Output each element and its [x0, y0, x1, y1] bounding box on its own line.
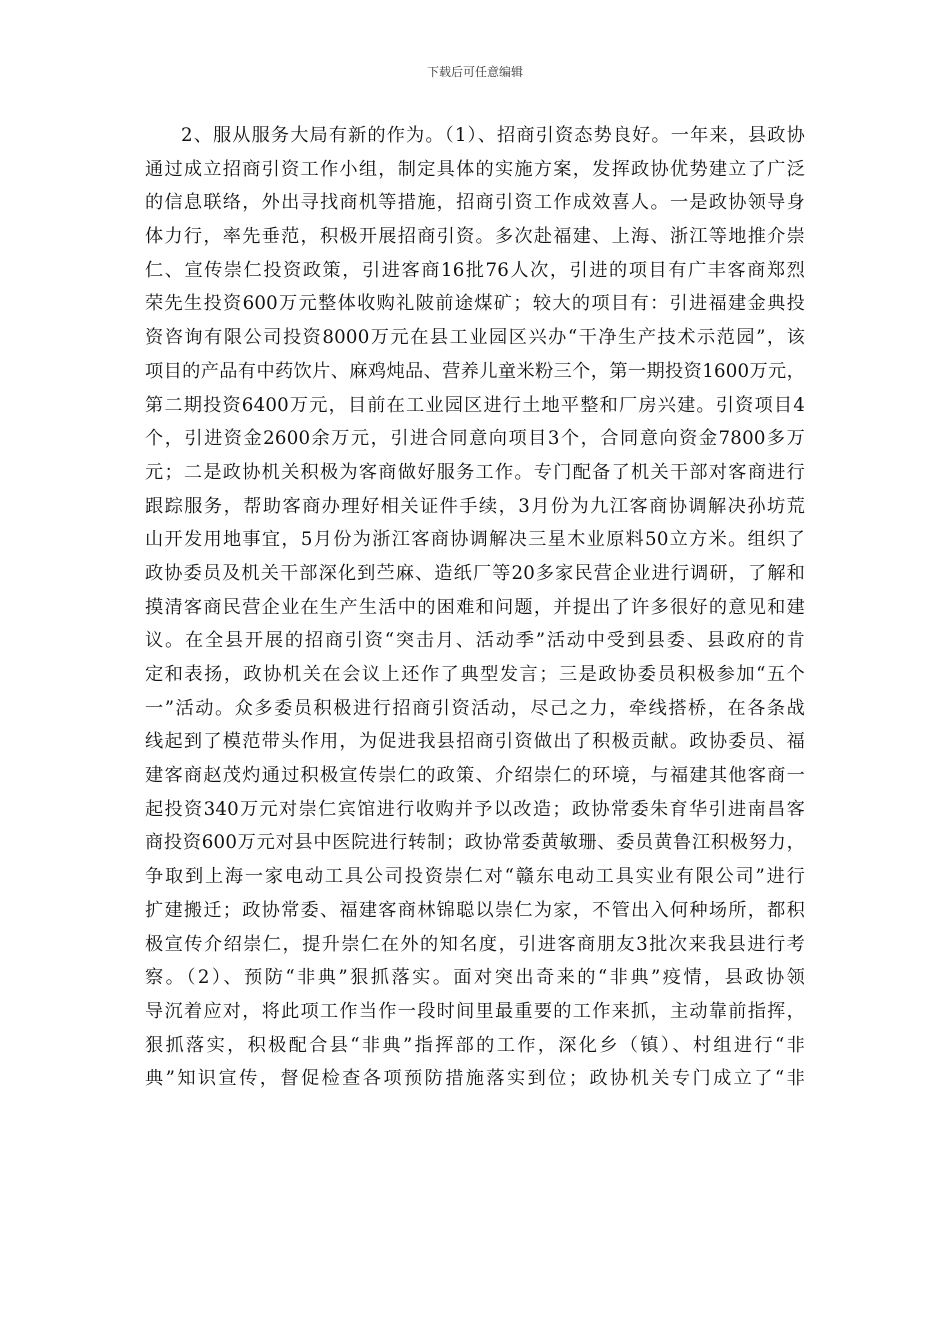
text-line: 元；二是政协机关积极为客商做好服务工作。专门配备了机关干部对客商进行 — [145, 461, 805, 483]
text-line: 第二期投资6400万元，目前在工业园区进行土地平整和厂房兴建。引资项目4 — [145, 394, 805, 416]
text-line: 扩建搬迁；政协常委、福建客商林锦聪以崇仁为家，不管出入何种场所，都积 — [145, 899, 805, 921]
text-line: 议。在全县开展的招商引资“突击月、活动季”活动中受到县委、县政府的肯 — [145, 630, 805, 652]
text-line: 争取到上海一家电动工具公司投资崇仁对“赣东电动工具实业有限公司”进行 — [145, 866, 805, 888]
text-line: 线起到了模范带头作用，为促进我县招商引资做出了积极贡献。政协委员、福 — [145, 731, 805, 753]
body-paragraph — [145, 119, 805, 1096]
text-line: 仁、宣传崇仁投资政策，引进客商16批76人次，引进的项目有广丰客商郑烈 — [145, 259, 805, 281]
text-line: 2、服从服务大局有新的作为。（1）、招商引资态势良好。一年来，县政协 — [181, 125, 805, 146]
text-line: 导沉着应对，将此项工作当作一段时间里最重要的工作来抓，主动靠前指挥， — [145, 1000, 805, 1022]
text-line: 典”知识宣传，督促检查各项预防措施落实到位；政协机关专门成立了“非 — [145, 1068, 805, 1090]
text-line: 定和表扬，政协机关在会议上还作了典型发言；三是政协委员积极参加“五个 — [145, 664, 805, 685]
text-line: 摸清客商民营企业在生产生活中的困难和问题，并提出了许多很好的意见和建 — [145, 596, 805, 618]
text-line: 资咨询有限公司投资8000万元在县工业园区兴办“干净生产技术示范园”，该 — [145, 327, 805, 349]
text-line: 项目的产品有中药饮片、麻鸡炖品、营养儿童米粉三个，第一期投资1600万元， — [145, 360, 805, 382]
text-line: 的信息联络，外出寻找商机等措施，招商引资工作成效喜人。一是政协领导身 — [145, 192, 805, 214]
text-line: 建客商赵茂灼通过积极宣传崇仁的政策、介绍崇仁的环境，与福建其他客商一 — [145, 765, 805, 787]
text-line: 商投资600万元对县中医院进行转制；政协常委黄敏珊、委员黄鲁江积极努力， — [145, 832, 805, 854]
text-line: 起投资340万元对崇仁宾馆进行收购并予以改造；政协常委朱育华引进南昌客 — [145, 798, 805, 820]
text-line: 荣先生投资600万元整体收购礼陂前途煤矿；较大的项目有：引进福建金典投 — [145, 293, 805, 315]
text-line: 个，引进资金2600余万元，引进合同意向项目3个，合同意向资金7800多万 — [145, 428, 805, 450]
text-line: 跟踪服务，帮助客商办理好相关证件手续，3月份为九江客商协调解决孙坊荒 — [145, 495, 805, 517]
text-line: 山开发用地事宜，5月份为浙江客商协调解决三星木业原料50立方米。组织了 — [145, 529, 805, 551]
text-line: 一”活动。众多委员积极进行招商引资活动，尽己之力，牵线搭桥，在各条战 — [145, 697, 805, 719]
page-header: 下载后可任意编辑 — [426, 65, 523, 79]
text-line: 察。（2）、预防“非典”狠抓落实。面对突出奇来的“非典”疫情，县政协领 — [145, 967, 805, 989]
text-line: 极宣传介绍崇仁，提升崇仁在外的知名度，引进客商朋友3批次来我县进行考 — [145, 933, 805, 955]
text-line: 体力行，率先垂范，积极开展招商引资。多次赴福建、上海、浙江等地推介崇 — [145, 226, 805, 248]
text-line: 通过成立招商引资工作小组，制定具体的实施方案，发挥政协优势建立了广泛 — [145, 158, 805, 180]
text-line: 狠抓落实，积极配合县“非典”指挥部的工作，深化乡（镇）、村组进行“非 — [145, 1034, 805, 1056]
text-line: 政协委员及机关干部深化到苎麻、造纸厂等20多家民营企业进行调研，了解和 — [145, 562, 805, 584]
